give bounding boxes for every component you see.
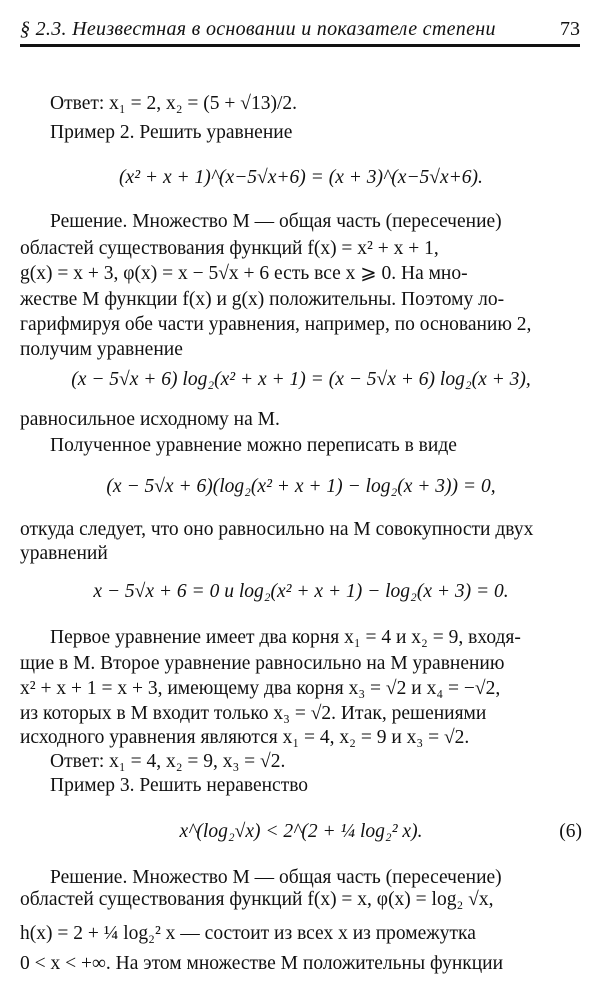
equation-3: (x − 5√x + 6)(log₂(x² + x + 1) − log₂(x + 3)) = 0, <box>106 476 496 497</box>
text-line: равносильное исходному на M. <box>20 409 280 430</box>
header-rule <box>20 44 580 47</box>
equation-1: (x² + x + 1)^(x−5√x+6) = (x + 3)^(x−5√x+6). <box>119 167 483 188</box>
text-line: получим уравнение <box>20 339 183 360</box>
text-line: областей существования функций f(x) = x, φ(x) = log₂ √x, <box>20 889 494 910</box>
equation-number: (6) <box>559 821 582 842</box>
text-line: щие в M. Второе уравнение равносильно на M уравнению <box>20 653 505 674</box>
section-title: § 2.3. Неизвестная в основании и показателе степени <box>20 18 496 40</box>
example-2-heading: Пример 2. Решить уравнение <box>50 122 293 143</box>
text-line: x² + x + 1 = x + 3, имеющему два корня x₃ = √2 и x₄ = −√2, <box>20 678 501 699</box>
solution-line-2: Решение. Множество M — общая часть (пересечение) <box>50 867 502 888</box>
text-line: жестве M функции f(x) и g(x) положительны. Поэтому ло- <box>20 289 505 310</box>
inequality-6: x^(log₂√x) < 2^(2 + ¼ log₂² x). <box>179 821 423 842</box>
answer-1: Ответ: x₁ = 2, x₂ = (5 + √13)/2. <box>50 93 297 114</box>
equation-4: x − 5√x + 6 = 0 и log₂(x² + x + 1) − log₂(x + 3) = 0. <box>93 581 509 602</box>
text-line: g(x) = x + 3, φ(x) = x − 5√x + 6 есть все x ⩾ 0. На мно- <box>20 263 468 284</box>
example-3-heading: Пример 3. Решить неравенство <box>50 775 309 796</box>
running-header <box>20 14 580 44</box>
text-line: Полученное уравнение можно переписать в виде <box>50 435 457 456</box>
solution-line-1: Решение. Множество M — общая часть (пересечение) <box>50 211 502 232</box>
text-line: Первое уравнение имеет два корня x₁ = 4 и x₂ = 9, входя- <box>50 627 521 648</box>
text-line: h(x) = 2 + ¼ log₂² x — состоит из всех x из промежутка <box>20 923 476 944</box>
text-line: областей существования функций f(x) = x² + x + 1, <box>20 238 439 259</box>
answer-2: Ответ: x₁ = 4, x₂ = 9, x₃ = √2. <box>50 751 286 772</box>
text-line: гарифмируя обе части уравнения, например, по основанию 2, <box>20 314 532 335</box>
text-line: уравнений <box>20 543 108 564</box>
text-line: откуда следует, что оно равносильно на M совокупности двух <box>20 519 534 540</box>
text-line: 0 < x < +∞. На этом множестве M положительны функции <box>20 953 504 974</box>
equation-2: (x − 5√x + 6) log₂(x² + x + 1) = (x − 5√x + 6) log₂(x + 3), <box>71 369 531 390</box>
text-line: из которых в M входит только x₃ = √2. Итак, решениями <box>20 703 487 724</box>
page-number: 73 <box>560 18 580 40</box>
text-line: исходного уравнения являются x₁ = 4, x₂ = 9 и x₃ = √2. <box>20 727 470 748</box>
